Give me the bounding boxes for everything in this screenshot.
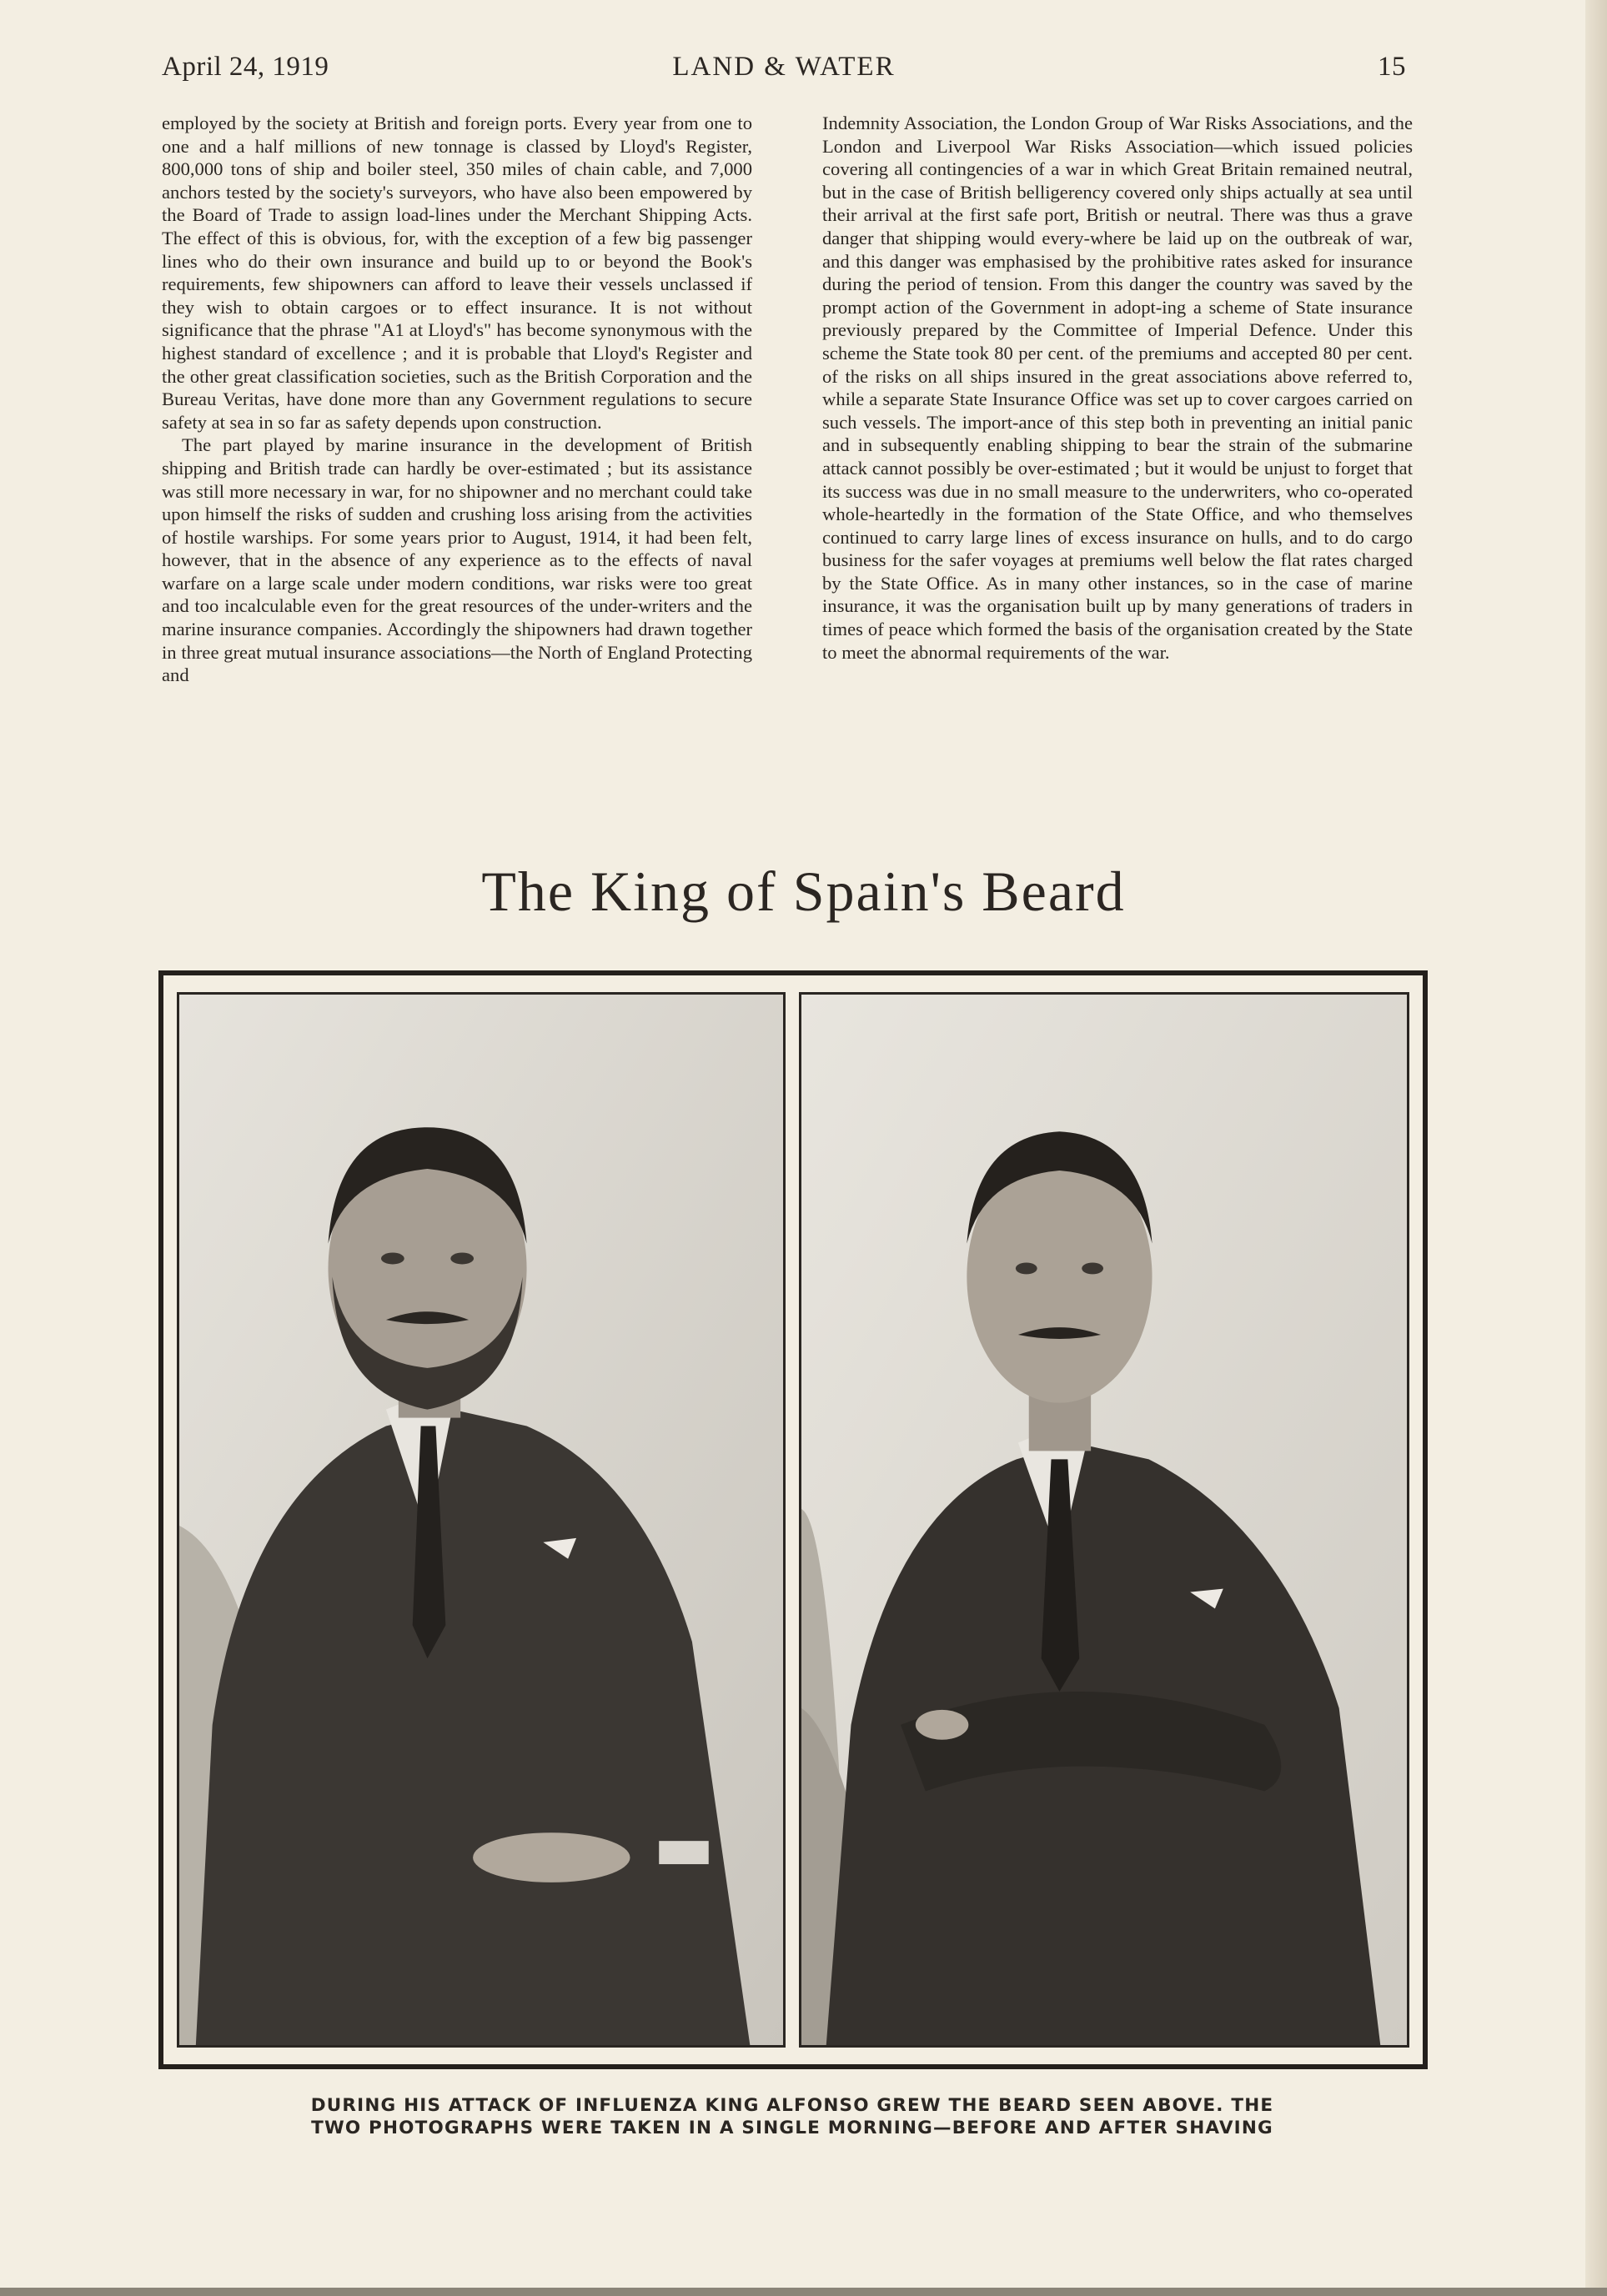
- photo-caption: [208, 2094, 1376, 2139]
- caption-line-1: DURING HIS ATTACK OF INFLUENZA KING ALFONSO GREW THE BEARD SEEN ABOVE. THE: [310, 2095, 1274, 2116]
- photo-after-shaving: [799, 992, 1409, 2048]
- feature-headline: The King of Spain's Beard: [481, 860, 1126, 923]
- bearded-portrait-image: [179, 995, 783, 2045]
- left-paragraph-1: employed by the society at British and foreign ports. Every year from one to one and a half millions of new tonnage is classed by Lloyd's Register, 800,000 tons of ship and boiler steel, 350 miles of chain cable, and 7,000 anchors tested by the society's surveyors, who have also been empowered by the Board of Trade to assign load-lines under the Merchant Shipping Acts. The effect of this is obvious, for, with the exception of a few big passenger lines who do their own insurance and build up to or beyond the Book's requirements, few shipowners can afford to leave their vessels unclassed if they wish to obtain cargoes or to effect insurance. It is not without significance that the phrase "A1 at Lloyd's" has become synonymous with the highest standard of excellence ; and it is probable that Lloyd's Register and the other great classification societies, such as the British Corporation and the Bureau Veritas, have done more than any Government regulations to secure safety at sea in so far as safety depends upon construction.: [162, 113, 752, 433]
- publication-title: LAND & WATER: [672, 52, 896, 82]
- clean-shaven-portrait-image: [801, 995, 1407, 2045]
- issue-date: April 24, 1919: [162, 52, 329, 82]
- scan-bottom-band: [0, 2288, 1607, 2296]
- left-paragraph-2: The part played by marine insurance in the development of British shipping and British trade can hardly be over-estimated ; but its assistance was still more necessary in war, for no shipowner and no merchant could take upon himself the risks of sudden and crushing loss arising from the activities of hostile warships. For some years prior to August, 1914, it had been felt, however, that in the absence of any experience as to the effects of naval warfare on a large scale under modern conditions, war risks were too great and too incalculable even for the great resources of the under-writers and the marine insurance companies. Accordingly the shipowners had drawn together in three great mutual insurance associations—the North of England Protecting and: [162, 434, 752, 686]
- caption-line-2: TWO PHOTOGRAPHS WERE TAKEN IN A SINGLE MORNING—BEFORE AND AFTER SHAVING: [311, 2118, 1273, 2138]
- photo-before-shaving: [177, 992, 786, 2048]
- photo-frame: [158, 970, 1428, 2069]
- article-columns: [162, 112, 1413, 829]
- right-paragraph-1: Indemnity Association, the London Group of War Risks Associations, and the London and Liverpool War Risks Association—which issued policies covering all contingencies of a war in which Great Britain remained neutral, but in the case of British belligerency covered only ships actually at sea until their arrival at the first safe port, British or neutral. There was thus a grave danger that shipping would every-where be laid up on the outbreak of war, and this danger was emphasised by the prohibitive rates asked for insurance during the period of tension. From this danger the country was saved by the prompt action of the Government in adopt-ing a scheme of State insurance previously prepared by the Committee of Imperial Defence. Under this scheme the State took 80 per cent. of the premiums and accepted 80 per cent. of the risks on all ships insured in the great associations above referred to, while a separate State Insurance Office was set up to cover cargoes carried on such vessels. The import-ance of this step both in preventing an initial panic and in subsequently enabling shipping to bear the strain of the submarine attack cannot possibly be over-estimated ; but it would be unjust to forget that its success was due in no small measure to the underwriters, who co-operated whole-heartedly in the formation of the State Office, and who themselves continued to carry large lines of excess insurance on hulls, and to do cargo business for the safer voyages at premiums well below the flat rates charged by the State Office. As in many other instances, so in the case of marine insurance, it was the organisation built up by many generations of traders in times of peace which formed the basis of the organisation created by the State to meet the abnormal requirements of the war.: [822, 113, 1413, 663]
- running-header: [162, 52, 1406, 93]
- page-number: 15: [1378, 52, 1406, 82]
- right-column: [822, 112, 1413, 829]
- left-column: [162, 112, 752, 829]
- page-edge: [1585, 0, 1607, 2296]
